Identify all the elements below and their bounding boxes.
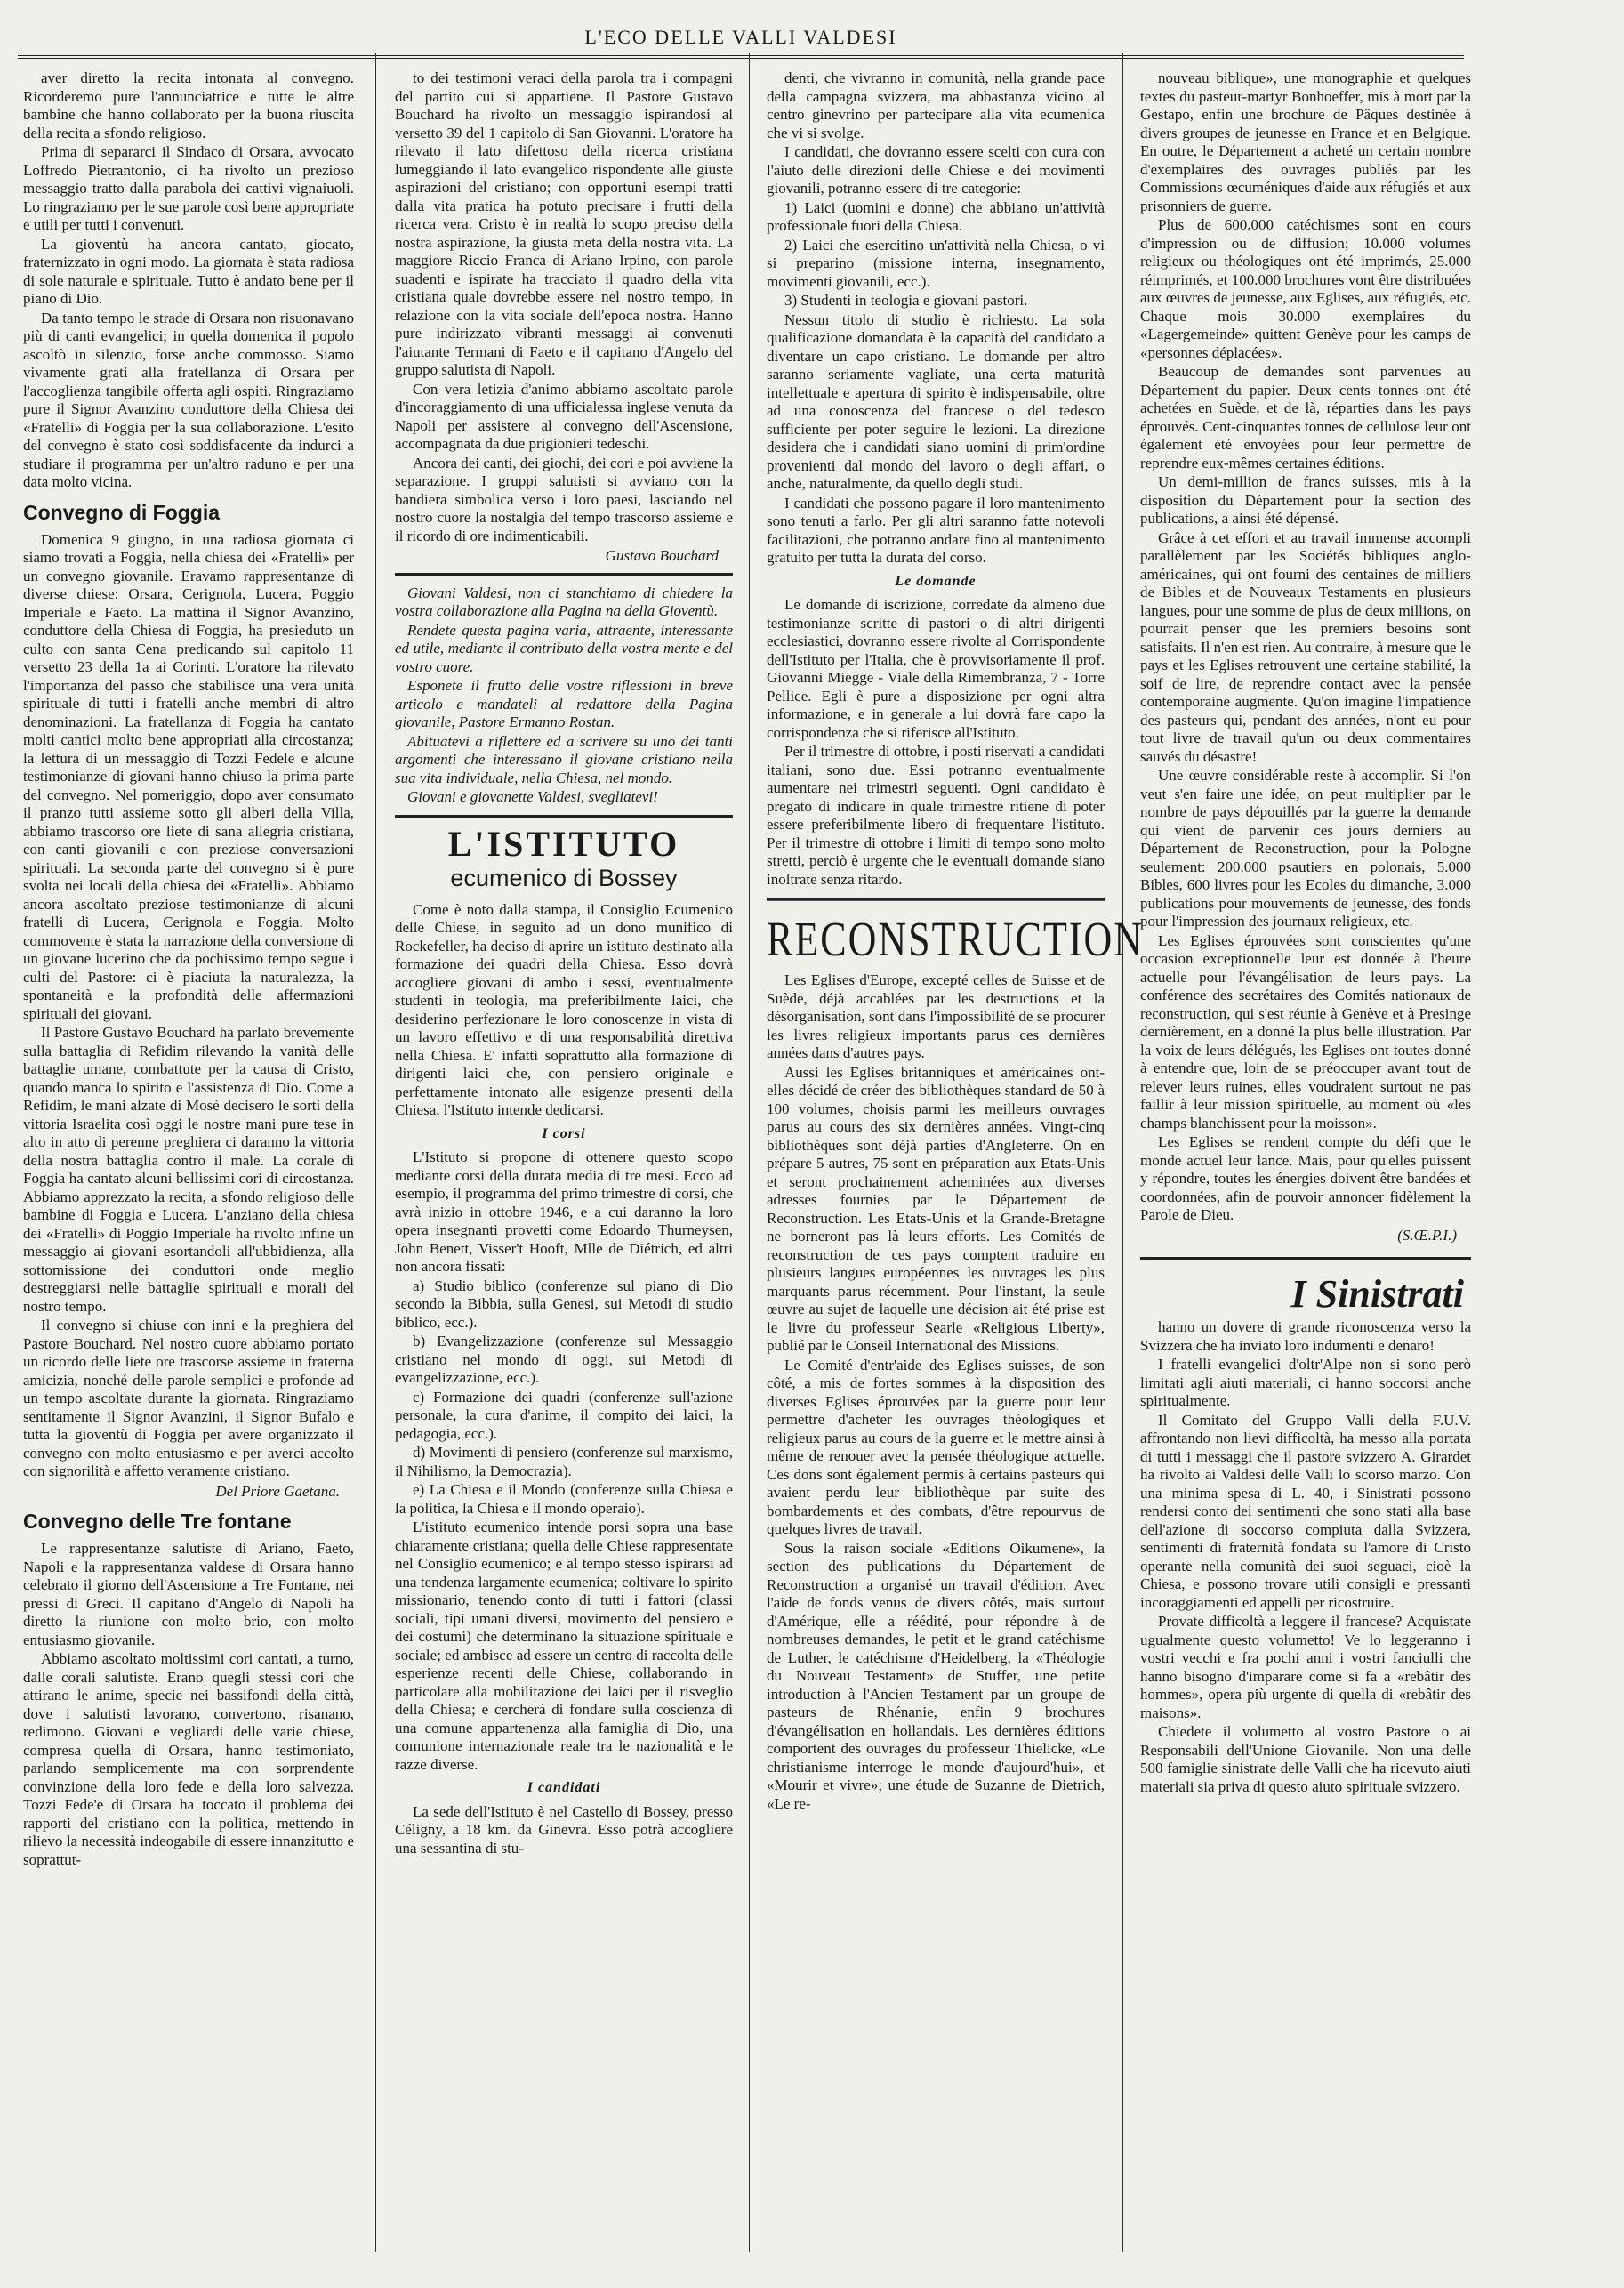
appeal-line: Esponete il frutto delle vostre riflessioni in breve articolo e mandateli al redattore della Pagina giovanile, Pastore Ermanno Rostan. — [395, 677, 733, 730]
paragraph: Beaucoup de demandes sont parvenues au Département du papier. Deux cents tonnes ont été achetées en Suède, et de là, réparties dans les pays éprouvés. Cent-cinquantes tonnes de cellulose leur ont également été envoyées pour leur permettre de reprendre eux-mêmes certaines éditions. — [1140, 363, 1471, 471]
subheading-candidati: I candidati — [527, 1780, 601, 1795]
subheading-domande: Le domande — [895, 573, 977, 589]
page-header — [18, 20, 1464, 59]
paragraph: L'Istituto si propone di ottenere questo scopo mediante corsi della durata media di tre mesi. Ecco ad esempio, il programma del primo trimestre di corsi, che avrà inizio in ottobre 1946, e a cui daranno la loro opera insegnanti provetti come Edoardo Thurneysen, John Benett, Visser't Hooft, Mlle de Diétrich, ed altri non ancora fissati: — [395, 1148, 733, 1275]
source-signature: (S.Œ.P.I.) — [1397, 1226, 1457, 1244]
paragraph: hanno un dovere di grande riconoscenza verso la Svizzera che ha inviato loro indumenti e denaro! — [1140, 1318, 1471, 1354]
section-heading-trefontane: Convegno delle Tre fontane — [23, 1510, 292, 1533]
paragraph: Il Comitato del Gruppo Valli della F.U.V. affrontando non lievi difficoltà, ha messo alla portata di tutti i messaggi che il pastore svizzero A. Girardet ha rivolto ai Valdesi delle Valli lo scorso marzo. Con una minima spesa di L. 40, i Sinistrati possono rendersi conto dei sentimenti che sono stati alla base dell'azione di soccorso compiuta dalla Svizzera, sentimenti di fraternità fondata su l'amore di Cristo operante nella comunità dei suoi seguaci, cioè la Chiesa, e possono trovare utili consigli e pressanti incoraggiamenti ed appelli per ricostruire. — [1140, 1411, 1471, 1611]
appeal-line: Giovani Valdesi, non ci stanchiamo di chiedere la vostra collaborazione alla Pagina na della Gioventù. — [395, 584, 733, 619]
paragraph: La gioventù ha ancora cantato, giocato, fraternizzato in ogni modo. La giornata è stata radiosa di sole naturale e spirituale. Tutto è andato bene per il piano di Dio. — [23, 235, 354, 307]
list-item: e) La Chiesa e il Mondo (conferenze sulla Chiesa e la politica, la Chiesa e il mondo operaio). — [395, 1481, 733, 1517]
subheading-corsi: I corsi — [542, 1125, 586, 1141]
paragraph: Con vera letizia d'animo abbiamo ascoltato parole d'incoraggiamento di una ufficialessa inglese venuta da Napoli per assistere al convegno dell'Ascensione, accompagnata da due prigionieri tedeschi. — [395, 380, 733, 452]
paragraph: Les Eglises d'Europe, excepté celles de Suisse et de Suède, déjà accablées par les destructions et la désorganisation, sont dans l'impossibilité de se procurer les livres religieux importants parus ces dernières années dans d'autres pays. — [767, 971, 1105, 1061]
paragraph: Provate difficoltà a leggere il francese? Acquistate ugualmente questo volumetto! Ve lo leggeranno i vostri vecchi e fra pochi anni i vostri fanciulli che hanno bisogno d'imparare come si fa a «rebâtir des hommes», opera più urgente di quella di «rebâtir des maisons». — [1140, 1613, 1471, 1721]
paragraph: Da tanto tempo le strade di Orsara non risuonavano più di canti evangelici; in quella domenica il popolo ascoltò in silenzio, forse anche commosso. Siamo vivamente grati alla fratellanza di Orsara per l'accoglienza tangibile offerta agli ospiti. Ringraziamo pure il Signor Avanzino conduttore della Chiesa dei «Fratelli» di Foggia per la sua collaborazione. L'esito del convegno è stato così soddisfacente da indurci a studiare il programma per un'altro raduno e per una data molto vicina. — [23, 309, 354, 490]
paragraph: Les Eglises éprouvées sont conscientes qu'une occasion exceptionnelle leur est donnée à l'heure actuelle pour l'évangélisation de leurs pays. La conférence des secrétaires des Comités nationaux de reconstruction, qui s'est réunie à Genève et à Presinge dernièrement, en a donné la plus belle illustration. Par la voix de leurs délégués, les Eglises ont toutes donné à entendre que, loin de se préoccuper avant tout de relever leurs ruines, elles voudraient surtout ne pas faillir à leur mission spirituelle, au moment où «les champs blanchissent pour la moisson». — [1140, 931, 1471, 1132]
author-signature: Gustavo Bouchard — [605, 547, 719, 564]
list-item: b) Evangelizzazione (conferenze sul Messaggio cristiano nel mondo di oggi, sui Metodi di evangelizzazione, ecc.). — [395, 1333, 733, 1386]
paragraph: Il Pastore Gustavo Bouchard ha parlato brevemente sulla battaglia di Refidim rilevando la vanità delle battaglie umane, combattute per la causa di Cristo, quando manca lo spirito e l'assistenza di Dio. Come a Refidim, le mani alzate di Mosè decisero le sorti della vittoria Israelita così oggi le nostre mani pure tese in alto in atto di perenne preghiera ci daranno la vittoria della nostra battaglia contro il male. La corale di Foggia ha cantato alcuni bellissimi cori di circostanza. Abbiamo apprezzato la recita, a sfondo religioso delle bambine di Foggia e Lucera. L'anziano della chiesa dei «Fratelli» di Poggio Imperiale ha rivolto infine un messaggio ai giovani esortandoli all'ubbidienza, alla sottomissione dei conduttori onde meglio destreggiarsi nelle battaglie spirituali e morali del nostro tempo. — [23, 1024, 354, 1315]
paragraph: Aussi les Eglises britanniques et américaines ont-elles décidé de créer des bibliothèques standard de 50 à 100 volumes, choisis parmi les meilleurs ouvrages parus au cours des six dernières années. Vingt-cinq bibliothèques sont déjà parties d'Angleterre. On en prépare 5 autres, 75 sont en préparation aux Etats-Unis et seront prochainement acheminées aux diverses adresses fournies par le Département de Reconstruction. Les Etats-Unis et la Grande-Bretagne ne borneront pas là leurs efforts. Les Comités de reconstruction de ces pays comptent traduire en plusieurs langues européennes les ouvrages les plus marquants parus récemment. Pour l'instant, la seule œuvre au sujet de laquelle une décision ait été prise est le livre du professeur Searle «Religious Liberty», publié par le Conseil International des Missions. — [767, 1063, 1105, 1354]
paragraph: Plus de 600.000 catéchismes sont en cours d'impression ou de diffusion; 10.000 volumes religieux ou théologiques ont été imprimés, 25.000 réimprimés, et 100.000 brochures vont être distribuées aux œuvres de jeunesse, aux Eglises, aux réfugiés, etc. Chaque mois 30.000 exemplaires du «Lagergemeinde» quittent Genève pour les camps de «personnes déplacées». — [1140, 216, 1471, 361]
paragraph: Le rappresentanze salutiste di Ariano, Faeto, Napoli e la rappresentanza valdese di Orsara hanno celebrato il giorno dell'Ascensione a Tre Fontane, nei pressi di Greci. Il capitano d'Angelo di Napoli ha diretto la riunione con molto brio, con molto entusiasmo giovanile. — [23, 1540, 354, 1648]
article-title-reconstruction: RECONSTRUCTION — [767, 898, 1105, 970]
list-item: d) Movimenti di pensiero (conferenze sul marxismo, il Nihilismo, la Democrazia). — [395, 1444, 733, 1479]
paragraph: Sous la raison sociale «Editions Oikumene», la section des publications du Département de Reconstruction a organisé un travail d'édition. Avec l'aide de fonds venus de divers côtés, mais surtout d'Amérique, elle a réédité, pour répondre à de nombreuses demandes, le petit et le grand catéchisme de Luther, le catéchisme d'Heidelberg, la «Théologie du Nouveau Testament» de Stuffer, une petite introduction à l'Ancien Testament par un groupe de pasteurs de Rhénanie, enfin 9 brochures d'évangélisation en hollandais. Les dernières éditions comportent des ouvrages du professeur Thielicke, «Le christianisme interroge le monde d'aujourd'hui», et «Mourir et vivre»; une étude de Suzanne de Dietrich, «Le re- — [767, 1539, 1105, 1812]
column-rule — [1122, 53, 1123, 2252]
column-4 — [1140, 69, 1471, 2252]
column-1 — [23, 69, 354, 2252]
newspaper-title: L'ECO DELLE VALLI VALDESI — [584, 26, 897, 48]
paragraph: Prima di separarci il Sindaco di Orsara, avvocato Loffredo Pietrantonio, ci ha rivolto un prezioso messaggio tratto dalla parabola dei cattivi vignaiuoli. Lo ringraziamo per le sue parole così bene appropriate e utili per tutti i convenuti. — [23, 143, 354, 233]
article-subtitle-bossey: ecumenico di Bossey — [450, 864, 678, 891]
paragraph: Les Eglises se rendent compte du défi que le monde actuel leur lance. Mais, pour qu'elles puissent y répondre, toutes les énergies doivent être bandées et coordonnées, afin de pouvoir annoncer fidèlement la Parole de Dieu. — [1140, 1133, 1471, 1223]
paragraph: Une œuvre considérable reste à accomplir. Si l'on veut s'en faire une idée, on peut multiplier par le nombre de pays dépouillés par la guerre la demande qui vient de parvenir ces jours derniers au Département de Reconstruction, pour la Pologne seulement: 200.000 psautiers en polonais, 5.000 Bibles, 600 livres pour les Ecoles du dimanche, 3.000 publications pour mouvements de jeunesse, des fonds pour l'impression des journaux religieux, etc. — [1140, 767, 1471, 930]
list-item: 2) Laici che esercitino un'attività nella Chiesa, o vi si preparino (missione interna, insegnamento, movimenti giovanili, ecc.). — [767, 236, 1105, 290]
column-rule — [375, 53, 376, 2252]
article-title-istituto: L'ISTITUTO — [447, 823, 680, 864]
column-2 — [395, 69, 733, 2252]
paragraph: Ancora dei canti, dei giochi, dei cori e poi avviene la separazione. I gruppi salutisti si avviano con la bandiera simbolica verso i loro paesi, lasciando nel nostro cuore la nostalgia del tempo trascorso assieme e il ricordo di ore indimenticabili. — [395, 454, 733, 544]
paragraph: I candidati che possono pagare il loro mantenimento sono tenuti a farlo. Per gli altri saranno fatte notevoli facilitazioni, che potranno andare fino al mantenimento gratuito per tutta la durata del corso. — [767, 494, 1105, 566]
paragraph: Abbiamo ascoltato moltissimi cori cantati, a turno, dalle corali salutiste. Erano quegli stessi cori che attirano le anime, specie nei bassifondi della città, dove i salutisti lavorano, convertono, risanano, redimono. Giovani e vegliardi delle varie chiese, compresa quella di Orsara, hanno testimoniato, parlando semplicemente ma con sorprendente convinzione della loro fede e della loro salvezza. Tozzi Fede'e di Orsara ha toccato il problema dei rapporti del cristiano con la politica, mettendo in rilievo la necessità indeogabile di essere innanzitutto e soprattut- — [23, 1650, 354, 1868]
appeal-line: Giovani e giovanette Valdesi, svegliatevi! — [407, 788, 658, 805]
paragraph: Un demi-million de francs suisses, mis à la disposition du Département pour la section des publications, a ainsi été dépensé. — [1140, 473, 1471, 527]
paragraph: Nessun titolo di studio è richiesto. La sola qualificazione domandata è la capacità del candidato a diventare un capo cristiano. Le domande per altro saranno seriamente vagliate, una certa maturità intellettuale e apertura di spirito è indispensabile, oltre ad una conoscenza del francese o del tedesco sufficiente per poter seguire le lezioni. La direzione desidera che i candidati siano uomini di prim'ordine provenienti dal mondo del lavoro o degli affari, o anche, naturalmente, da quello degli studi. — [767, 310, 1105, 492]
section-heading-foggia: Convegno di Foggia — [23, 500, 221, 524]
paragraph: Per il trimestre di ottobre, i posti riservati a candidati italiani, sono due. Essi potranno eventualmente aumentare nei trimestri seguenti. Ogni candidato è pregato di indicare in quale trimestre ritiene di poter essere preferibilmente libero di frequentare l'istituto. Per il trimestre di ottobre i limiti di tempo sono molto stretti, perciò è urgente che le eventuali domande siano inoltrate senza ritardo. — [767, 743, 1105, 888]
paragraph: Domenica 9 giugno, in una radiosa giornata ci siamo trovati a Foggia, nella chiesa dei «Fratelli» per un convegno giovanile. Eravamo rappresentanze di diverse chiese: Orsara, Cerignola, Lucera, Poggio Imperiale e Faeto. La mattina il Signor Avanzino, conduttore della Chiesa di Foggia, ha presieduto un culto con santa Cena predicando sul capitolo 11 versetto 23 della 1a ai Corinti. L'oratore ha rilevato l'importanza del passo che stabilisce una vera unità spirituale di tutti i fratelli anche membri di altro denominazioni. La fratellanza di Foggia ha cantato molti cantici molto bene appropriati alla circostanza; la lettura di un messaggio di Tozzi Fedele e alcune testimonianze di giovani hanno chiuso la prima parte del convegno. Nel pomeriggio, dopo aver consumato il pranzo tutti assieme sotto gli alberi della Villa, abbiamo trascorso ore liete di sana allegria cristiana, con canti giovanili e con preziose conversazioni spirituali. La seconda parte del convegno si è pure svolta nei locali della chiesa dei «Fratelli». Abbiamo ancora ascoltato preziose testimonianze di alcuni fratelli di Lucera, Cerignola e Foggia. Molto commovente è stata la narrazione della conversione di un giovane lucerino che da pochissimo tempo segue i culti del Pastore: ci è piaciuta la naturalezza, la spontaneità e la profondità delle affermazioni spirituali dei giovani. — [23, 530, 354, 1022]
list-item: 3) Studenti in teologia e giovani pastori. — [784, 292, 1028, 309]
paragraph: Le Comité d'entr'aide des Eglises suisses, de son côté, a mis de fortes sommes à la disposition des diverses Eglises éprouvées par la guerre pour leur permettre d'acheter les ouvrages théologiques et religieux parus au cours de la guerre et le mettre ainsi à même de renouer avec la pensée théologique actuelle. Ces dons sont également permis à certains pasteurs qui avaient perdu leur bibliothèque par suite des bombardements et des combats, d'être repourvus de quelques livres de travail. — [767, 1356, 1105, 1537]
list-item: a) Studio biblico (conferenze sul piano di Dio secondo la Bibbia, sulla Genesi, sui Metodi di studio biblico, ecc.). — [395, 1277, 733, 1331]
list-item: c) Formazione dei quadri (conferenze sull'azione personale, la cura d'anime, il compito dei laici, la pedagogia, ecc.). — [395, 1388, 733, 1442]
paragraph: L'istituto ecumenico intende porsi sopra una base chiaramente cristiana; quella delle Chiese rappresentate nel Consiglio ecumenico; e al tempo stesso ispirarsi ad una tendenza largamente ecumenica; coltivare lo spirito missionario, tenendo conto di tutti i fattori (classi sociali, tipi umani diversi, movimento del pensiero e dei costumi) che determinano la situazione spirituale e sociale; ed ambisce ad essere un centro di raccolta delle esperienze recenti delle Chiese, collaborando in particolare alla mobilitazione dei laici per il risveglio della Chiesa; e cercherà di fondare sulla coscienza di una comune appartenenza alla famiglia di Dio, una comunione internazionale reale tra le nazionalità e le razze diverse. — [395, 1519, 733, 1773]
appeal-box — [395, 573, 733, 818]
paragraph: Il convegno si chiuse con inni e la preghiera del Pastore Bouchard. Nel nostro cuore abbiamo portato un ricordo delle liete ore trascorse assieme in fraterna amicizia, nonché delle parole semplici e profonde ad un tempo ascoltate durante la giornata. Ringraziamo sentitamente il Signor Avanzini, il Signor Bufalo e tutta la gioventù di Foggia per avere organizzato il convegno con molto entusiasmo e per averci accolto con signorilità e affetto veramente cristiano. — [23, 1317, 354, 1479]
paragraph: Grâce à cet effort et au travail immense accompli parallèlement par les Sociétés bibliques anglo-américaines, qui ont fourni des centaines de milliers de Bibles et de Nouveaux Testaments en plusieurs langues, pour une somme de plus de deux millions, on pourrait penser que les premiers besoins sont satisfaits. Il n'en est rien. Au contraire, à mesure que le pays et les Eglises retrouvent une certaine stabilité, la soif de lire, de reprendre contact avec la pensée contemporaine augmente. Qu'on imagine l'impatience des pasteurs qui, pendant des années, n'ont eu pour tout livre de travail qu'un ou deux commentaires sauvés du désastre! — [1140, 528, 1471, 765]
paragraph: I candidati, che dovranno essere scelti con cura con l'aiuto delle direzioni delle Chiese e dei movimenti giovanili, potranno essere di tre categorie: — [767, 143, 1105, 197]
paragraph: La sede dell'Istituto è nel Castello di Bossey, presso Céligny, a 18 km. da Ginevra. Esso potrà accogliere una sessantina di stu- — [395, 1802, 733, 1857]
paragraph: Chiedete il volumetto al vostro Pastore o ai Responsabili dell'Unione Giovanile. Non una delle 500 famiglie sinistrate delle Valli che ha ricevuto aiuti materiali sia priva di questo aiuto spirituale svizzero. — [1140, 1723, 1471, 1795]
author-signature: Del Priore Gaetana. — [215, 1482, 340, 1500]
paragraph: Le domande di iscrizione, corredate da almeno due testimonianze scritte di pastori o di altri dirigenti ecclesiastici, dovranno essere rivolte al Corrispondente dell'Istituto per l'Italia, che è provvisoriamente il prof. Giovanni Miegge - Viale della Rimembranza, 7 - Torre Pellice. Egli è pure a disposizione per ogni altra informazione, e in generale a lui dovrà fare capo la corrispondenza che si riferisce all'Istituto. — [767, 596, 1105, 741]
paragraph: Come è noto dalla stampa, il Consiglio Ecumenico delle Chiese, in seguito ad un dono munifico di Rockefeller, ha deciso di aprire un istituto destinato alla formazione dei quadri della Chiesa. Esso dovrà accogliere giovani di ambo i sessi, eventualmente studenti in teologia, ma preferibilmente laici, che desiderino perfezionare le loro conoscenze in vista di un lavoro effettivo e di una responsabilità direttiva nella Chiesa. E' infatti soprattutto alla formazione di dirigenti laici che, con pensiero originale e perfettamente intonato alle esigenze presenti della Chiesa, l'Istituto intende dedicarsi. — [395, 900, 733, 1118]
paragraph: I fratelli evangelici d'oltr'Alpe non si sono però limitati agli aiuti materiali, ci hanno soccorsi anche spiritualmente. — [1140, 1356, 1471, 1409]
appeal-line: Rendete questa pagina varia, attraente, interessante ed utile, mediante il contributo della vostra mente e del vostro cuore. — [395, 621, 733, 675]
column-rule — [749, 53, 750, 2252]
appeal-line: Abituatevi a riflettere ed a scrivere su uno dei tanti argomenti che interessano il giovane cristiano nella sua vita individuale, nella Chiesa, nel mondo. — [395, 732, 733, 786]
paragraph: to dei testimoni veraci della parola tra i compagni del partito cui si appartiene. Il Pastore Gustavo Bouchard ha rivolto un messaggio ispirandosi al versetto 39 del 1 capitolo di San Giovanni. L'oratore ha rilevato il lato difettoso della ricerca cristiana lumeggiando il lato evangelico rispondente alle giuste aspirazioni del cristiano; con opportuni esempi tratti dalla vita pratica ha potuto precisare i frutti della ricerca vera. Cristo è in realtà lo scopo preciso della nostra aspirazione, la giusta meta della nostra vita. La maggiore Riccio Franca di Ariano Irpino, con parole suadenti e ispirate ha tracciato il quadro della vita cristiana quale dovrebbe essere nel nostro tempo, in relazione con la vita sociale dell'epoca nostra. Hanno pure indirizzato vibranti messaggi ai convenuti l'aiutante Termani di Faeto e il capitano d'Angelo del gruppo salutista di Napoli. — [395, 69, 733, 378]
column-3 — [767, 69, 1145, 2252]
paragraph: denti, che vivranno in comunità, nella grande pace della campagna svizzera, ma abbastanza vicino al centro ginevrino per partecipare alla vita ecumenica che vi si svolge. — [767, 69, 1105, 141]
list-item: 1) Laici (uomini e donne) che abbiano un'attività professionale fuori della Chiesa. — [767, 198, 1105, 234]
article-title-sinistrati: I Sinistrati — [1140, 1257, 1471, 1318]
paragraph: nouveau biblique», une monographie et quelques textes du pasteur-martyr Bonhoeffer, mis à mort par la Gestapo, enfin une brochure de Pâques destinée à divers groupes de jeunesse en France et en Belgique. En outre, le Département a acheté un certain nombre d'exemplaires des ouvrages publiés par les Commissions œcuméniques d'aide aux réfugiés et aux prisonniers de guerre. — [1140, 69, 1471, 214]
paragraph: aver diretto la recita intonata al convegno. Ricorderemo pure l'annunciatrice e tutte le altre bambine che hanno collaborato per la buona riuscita della recita a sfondo religioso. — [23, 69, 354, 141]
